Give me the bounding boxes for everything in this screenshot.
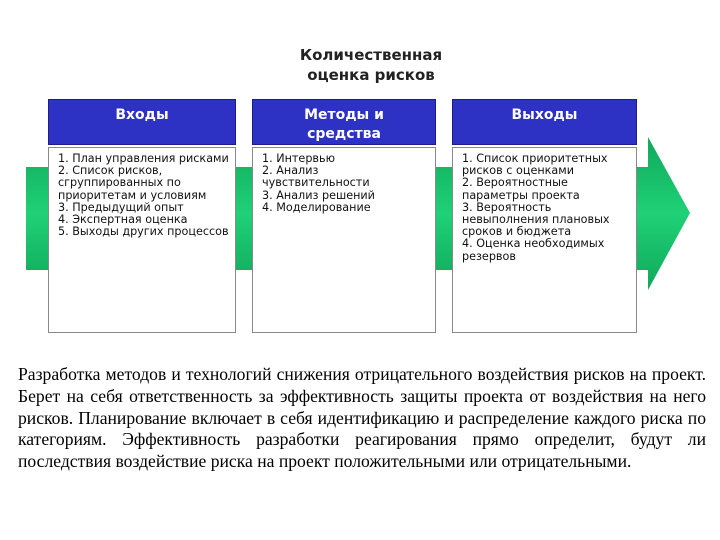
list-item: 1. Список приоритетных рисков с оценками bbox=[462, 152, 608, 178]
list-item: 1. План управления рисками bbox=[58, 152, 229, 165]
list-item: 4. Экспертная оценка bbox=[58, 213, 188, 227]
inputs-header bbox=[48, 99, 236, 145]
description-paragraph: Разработка методов и технологий снижения отрицательного воздействия рисков на проект. Берет на себя ответственность за эффективность защиты проекта от воздействия на него рисков. Планирование включает в себя идентификацию и распределение каждого риска по категориям. Эффективность разработки реагирования прямо определит, будут ли последствия воздействие риска на проект положительными или отрицательными. bbox=[18, 364, 706, 472]
methods-header bbox=[252, 99, 436, 145]
methods-header-label: Методы и средства bbox=[304, 107, 384, 142]
list-item: 2. Вероятностные параметры проекта bbox=[462, 176, 580, 202]
outputs-header bbox=[452, 99, 637, 145]
list-item: 3. Анализ решений bbox=[262, 188, 375, 202]
diagram-title-text: Количественная оценка рисков bbox=[299, 46, 443, 84]
list-item: 3. Предыдущий опыт bbox=[58, 200, 184, 214]
list-item: 4. Оценка необходимых резервов bbox=[462, 237, 605, 263]
list-item: 4. Моделирование bbox=[262, 200, 371, 214]
list-item: 2. Анализ чувствительности bbox=[262, 164, 370, 190]
inputs-list bbox=[48, 147, 236, 333]
list-item: 2. Список рисков, сгруппированных по приоритетам и условиям bbox=[58, 164, 207, 202]
list-item: 5. Выходы других процессов bbox=[58, 225, 229, 239]
diagram-title bbox=[266, 45, 476, 91]
methods-list bbox=[252, 147, 436, 333]
outputs-list bbox=[452, 147, 637, 333]
outputs-header-label: Выходы bbox=[511, 107, 578, 123]
list-item: 3. Вероятность невыполнения плановых сроков и бюджета bbox=[462, 200, 610, 239]
list-item: 1. Интервью bbox=[262, 152, 336, 165]
risk-quantification-diagram bbox=[26, 45, 691, 340]
inputs-header-label: Входы bbox=[115, 107, 169, 123]
